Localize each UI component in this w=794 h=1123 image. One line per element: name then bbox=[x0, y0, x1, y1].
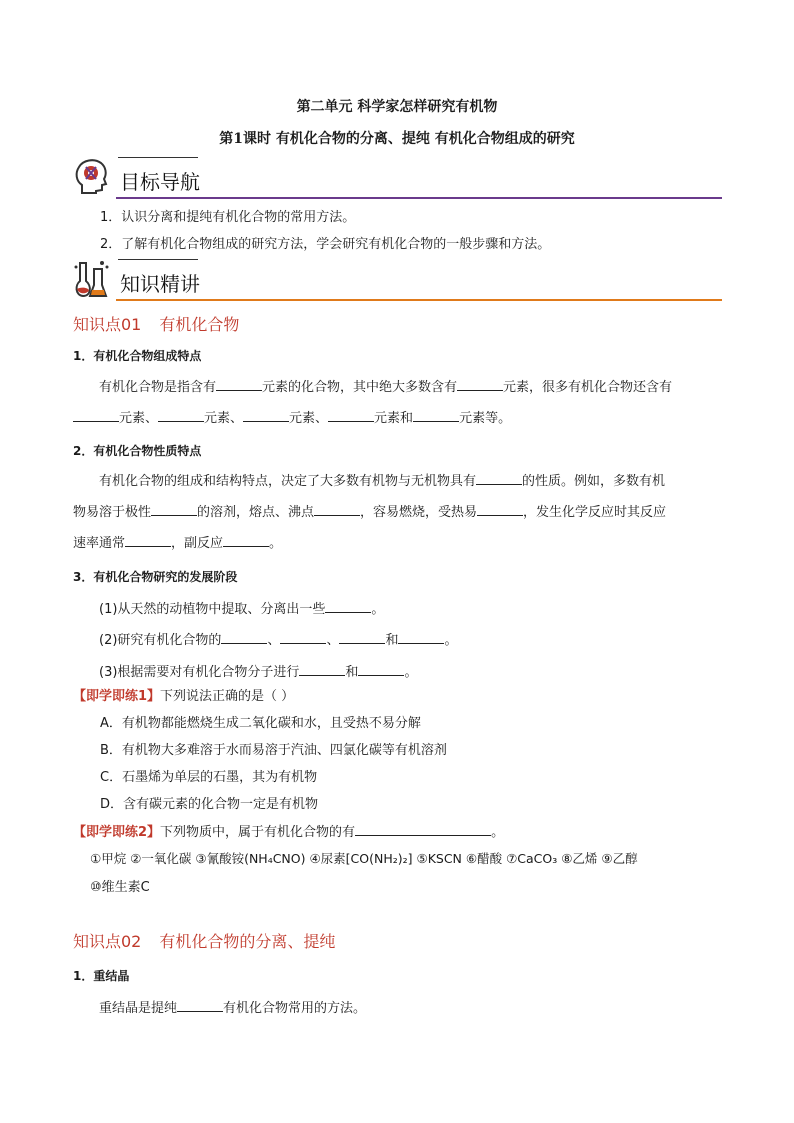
section-goal-title: 目标导航 bbox=[120, 170, 200, 194]
head-gear-icon bbox=[72, 157, 110, 197]
fill-blank[interactable] bbox=[355, 823, 491, 836]
exercise-tag: 【即学即练1】 bbox=[73, 689, 161, 704]
unit-title: 第二单元 科学家怎样研究有机物 bbox=[296, 99, 498, 115]
choice-option[interactable]: B．有机物大多难溶于水而易溶于汽油、四氯化碳等有机溶剂 bbox=[100, 743, 447, 758]
goal-item: 2．了解有机化合物组成的研究方法，学会研究有机化合物的一般步骤和方法。 bbox=[100, 237, 551, 252]
section-knowledge-header bbox=[72, 259, 722, 301]
knowledge-point-number: 知识点01 bbox=[73, 315, 142, 334]
exercise-tag: 【即学即练2】 bbox=[73, 825, 161, 840]
section-knowledge-title: 知识精讲 bbox=[120, 272, 200, 296]
exercise-2-question: 【即学即练2】下列物质中，属于有机化合物的有 。 bbox=[73, 825, 505, 840]
flask-icon bbox=[72, 259, 110, 299]
lesson-title: 第1课时 有机化合物的分离、提纯 有机化合物组成的研究 bbox=[219, 131, 575, 147]
fill-blank[interactable] bbox=[280, 631, 326, 644]
section-knowledge-rule bbox=[116, 299, 722, 301]
choice-option[interactable]: D．含有碳元素的化合物一定是有机物 bbox=[100, 797, 319, 812]
knowledge-point-1-heading bbox=[73, 312, 239, 335]
goal-item: 1．认识分离和提纯有机化合物的常用方法。 bbox=[100, 210, 356, 225]
fill-blank[interactable] bbox=[223, 534, 269, 547]
fill-blank[interactable] bbox=[325, 600, 371, 613]
list-item: (3)根据需要对有机化合物分子进行 和 。 bbox=[99, 665, 418, 680]
fill-blank[interactable] bbox=[151, 503, 197, 516]
subsection-title: 2．有机化合物性质特点 bbox=[73, 444, 202, 458]
list-item: (1)从天然的动植物中提取、分离出一些 。 bbox=[99, 602, 385, 617]
paragraph: 有机化合物的组成和结构特点，决定了大多数有机物与无机物具有 的性质。例如，多数有机 物易溶于极性 的溶剂，熔点、沸点 ，容易燃烧，受热易 ，发生化学反应时其反应 速率通常 ，副反应 。 bbox=[73, 474, 667, 551]
fill-blank[interactable] bbox=[177, 999, 223, 1012]
exercise-2-substances: ①甲烷 ②一氧化碳 ③氰酸铵(NH₄CNO) ④尿素[CO(NH₂)₂] ⑤KSCN ⑥醋酸 ⑦CaCO₃ ⑧乙烯 ⑨乙醇 bbox=[90, 851, 638, 866]
fill-blank[interactable] bbox=[477, 503, 523, 516]
section-goal-header bbox=[72, 157, 722, 199]
fill-blank[interactable] bbox=[476, 472, 522, 485]
fill-blank[interactable] bbox=[413, 409, 459, 422]
subsection-title: 1．重结晶 bbox=[73, 969, 130, 983]
fill-blank[interactable] bbox=[73, 409, 119, 422]
header-top-line bbox=[118, 157, 198, 158]
fill-blank[interactable] bbox=[216, 378, 262, 391]
fill-blank[interactable] bbox=[457, 378, 503, 391]
fill-blank[interactable] bbox=[243, 409, 289, 422]
knowledge-point-2-heading bbox=[73, 929, 335, 952]
fill-blank[interactable] bbox=[221, 631, 267, 644]
header-top-line bbox=[118, 259, 198, 260]
knowledge-point-title: 有机化合物 bbox=[159, 315, 240, 334]
fill-blank[interactable] bbox=[328, 409, 374, 422]
choice-option[interactable]: A．有机物都能燃烧生成二氧化碳和水，且受热不易分解 bbox=[100, 716, 421, 731]
subsection-title: 1．有机化合物组成特点 bbox=[73, 349, 202, 363]
knowledge-point-title: 有机化合物的分离、提纯 bbox=[159, 932, 336, 951]
fill-blank[interactable] bbox=[339, 631, 385, 644]
paragraph: 重结晶是提纯 有机化合物常用的方法。 bbox=[99, 1001, 367, 1016]
list-item: (2)研究有机化合物的 、 、 和 。 bbox=[99, 633, 458, 648]
knowledge-point-number: 知识点02 bbox=[73, 932, 142, 951]
section-goal-rule bbox=[116, 197, 722, 199]
fill-blank[interactable] bbox=[314, 503, 360, 516]
fill-blank[interactable] bbox=[158, 409, 204, 422]
subsection-title: 3．有机化合物研究的发展阶段 bbox=[73, 570, 238, 584]
fill-blank[interactable] bbox=[358, 663, 404, 676]
fill-blank[interactable] bbox=[125, 534, 171, 547]
fill-blank[interactable] bbox=[299, 663, 345, 676]
fill-blank[interactable] bbox=[398, 631, 444, 644]
paragraph: 有机化合物是指含有 元素的化合物，其中绝大多数含有 元素，很多有机化合物还含有 元素、 元素、 元素、 元素和 元素等。 bbox=[73, 372, 723, 434]
exercise-1-question: 【即学即练1】下列说法正确的是（ ） bbox=[73, 689, 295, 704]
exercise-2-substances: ⑩维生素C bbox=[90, 880, 150, 895]
choice-option[interactable]: C．石墨烯为单层的石墨，其为有机物 bbox=[100, 770, 318, 785]
